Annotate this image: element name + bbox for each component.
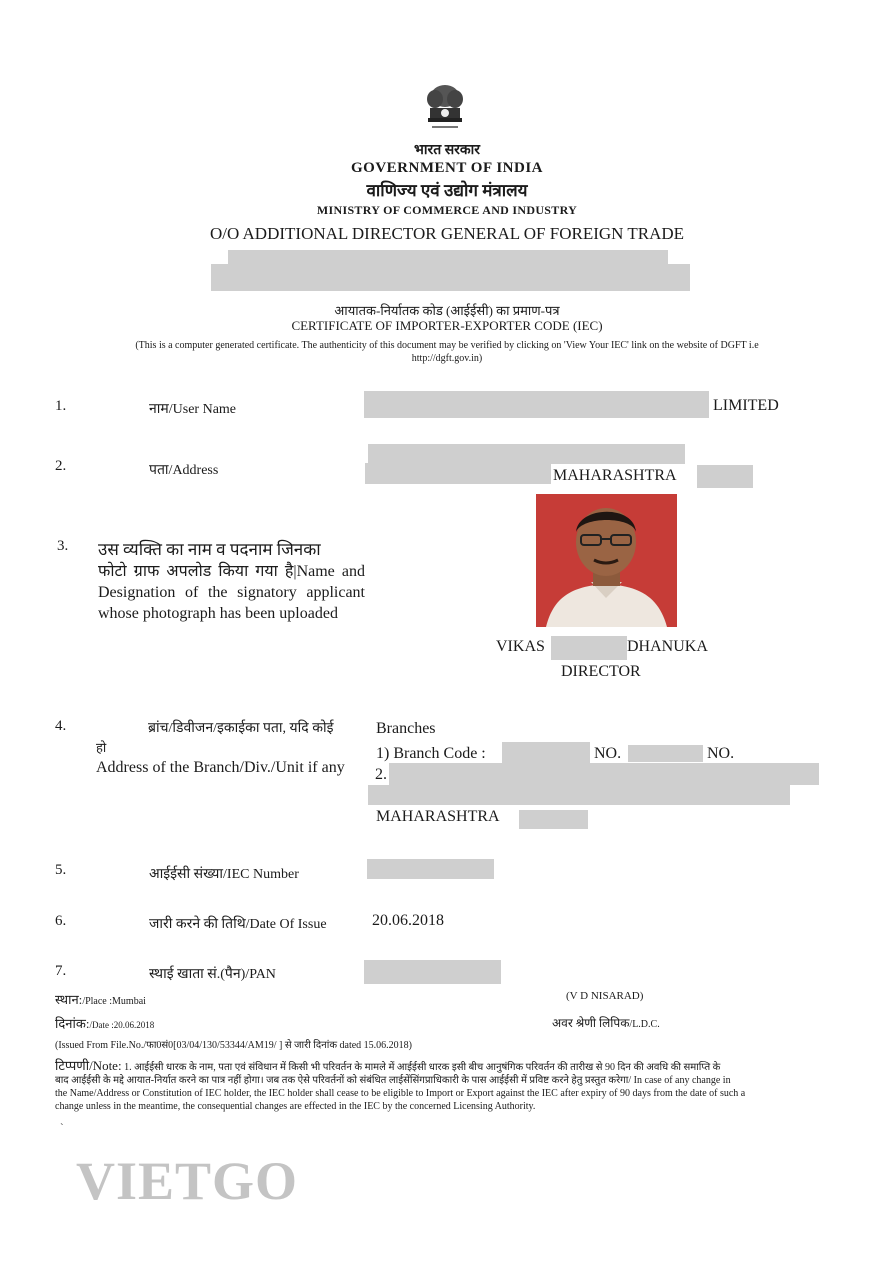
signatory-name: (V D NISARAD) bbox=[566, 990, 644, 1002]
office-title: O/O ADDITIONAL DIRECTOR GENERAL OF FOREIGN TRADE bbox=[209, 224, 685, 243]
redacted-branch-pincode bbox=[519, 810, 588, 829]
field-5-label: आईईसी संख्या/IEC Number bbox=[149, 867, 299, 882]
signatory-title: /L.D.C. bbox=[629, 1019, 660, 1030]
redacted-pan bbox=[364, 960, 501, 984]
redacted-signatory-middle-name bbox=[551, 636, 627, 660]
ministry-title: MINISTRY OF COMMERCE AND INDUSTRY bbox=[316, 203, 578, 217]
date-line bbox=[55, 1014, 154, 1033]
field-4-label-hindi: ब्रांच/डिवीजन/इकाईका पता, यदि कोई bbox=[148, 721, 334, 736]
field-3-label-hindi: उस व्यक्ति का नाम व पदनाम जिनका bbox=[98, 540, 321, 559]
branch-no-label-2: NO. bbox=[707, 745, 735, 762]
note-line-1: 1. आईईसी धारक के नाम, पता एवं संविधान में किसी भी परिवर्तन के मामले में आईईसी धारक इसी बीच आनुषंगिक परिवर्तन की तारीख से 90 दिन की अवधि की समाप्ति के bbox=[124, 1062, 721, 1073]
field-3-label-rest: फोटो ग्राफ अपलोड किया गया है|Name and Designation of the signatory applicant whose photograph has been uploaded bbox=[98, 563, 365, 622]
redacted-branch-no-1 bbox=[628, 745, 703, 762]
redacted-branch-address-1 bbox=[389, 763, 819, 785]
field-4-label-english: Address of the Branch/Div./Unit if any bbox=[96, 759, 345, 776]
place-line bbox=[55, 990, 146, 1009]
signatory-title-line bbox=[552, 1014, 660, 1032]
field-7-number: 7. bbox=[55, 963, 67, 979]
field-1-label: नाम/User Name bbox=[149, 402, 237, 417]
signatory-last-name: DHANUKA bbox=[627, 638, 708, 655]
note-line-4: change unless in the meantime, the consequential changes are effected in the IEC by the concerned Licensing Authority. bbox=[55, 1101, 536, 1112]
branch-code-label: 1) Branch Code : bbox=[376, 745, 486, 762]
disclaimer-line-1: (This is a computer generated certificate. The authenticity of this document may be verified by clicking on 'View Your IEC' link on the website of DGFT i.e bbox=[135, 340, 759, 351]
branch-state: MAHARASHTRA bbox=[376, 808, 500, 825]
hindi-ministry-title: वाणिज्य एवं उद्योग मंत्रालय bbox=[366, 181, 528, 200]
branch-no-label-1: NO. bbox=[594, 745, 622, 762]
place-hindi: स्थान: bbox=[55, 992, 83, 1007]
field-4-number: 4. bbox=[55, 718, 67, 734]
date-hindi: दिनांक: bbox=[55, 1016, 90, 1031]
redacted-address-line-2 bbox=[365, 463, 551, 484]
branches-heading: Branches bbox=[376, 720, 436, 737]
note-line-2: बाद आईईसी के मद्दे आयात-निर्यात करने का पात्र नहीं होगा। जब तक ऐसे परिवर्तनों को संबंधित लाईसेंसिंगप्राधिकारी के पास आईईसी में प्रविष्ट करने हेतु प्रस्तुत करेगा/ In case of any change in bbox=[55, 1075, 731, 1086]
hindi-government-title: भारत सरकार bbox=[414, 143, 480, 158]
place-value: /Place :Mumbai bbox=[82, 996, 146, 1007]
field-2-number: 2. bbox=[55, 458, 67, 474]
signatory-title-hindi: अवर श्रेणी लिपिक bbox=[552, 1016, 630, 1030]
field-6-number: 6. bbox=[55, 913, 67, 929]
date-value: /Date :20.06.2018 bbox=[89, 1020, 155, 1030]
note-block bbox=[55, 1059, 845, 1113]
field-1-number: 1. bbox=[55, 398, 67, 414]
field-5-number: 5. bbox=[55, 862, 67, 878]
redacted-iec-number bbox=[367, 859, 494, 879]
government-title: GOVERNMENT OF INDIA bbox=[350, 160, 543, 176]
watermark-logo: VIETGO bbox=[76, 1151, 299, 1211]
field-6-label: जारी करने की तिथि/Date Of Issue bbox=[149, 917, 327, 932]
redacted-office-line-1 bbox=[228, 250, 668, 264]
field-2-label: पता/Address bbox=[149, 463, 219, 478]
disclaimer-line-2: http://dgft.gov.in) bbox=[411, 353, 483, 364]
signatory-first-name: VIKAS bbox=[496, 638, 545, 655]
hindi-certificate-title: आयातक-निर्यातक कोड (आईईसी) का प्रमाण-पत्र bbox=[334, 303, 560, 318]
note-line-3: the Name/Address or Constitution of IEC holder, the IEC holder shall cease to be eligible to Import or Export against the IEC after expiry of 90 days from the date of such a bbox=[55, 1088, 746, 1099]
field-3-number: 3. bbox=[57, 538, 69, 554]
issued-from-line: (Issued From File.No./फा0सं0[03/04/130/53344/AM19/ ] से जारी दिनांक dated 15.06.2018) bbox=[55, 1040, 412, 1051]
note-label: टिप्पणी/Note: bbox=[55, 1058, 122, 1073]
signatory-designation: DIRECTOR bbox=[561, 663, 641, 680]
redacted-address-line-1 bbox=[368, 444, 685, 464]
redacted-user-name bbox=[364, 391, 709, 418]
address-state: MAHARASHTRA bbox=[553, 467, 677, 484]
redacted-address-pincode bbox=[697, 465, 753, 488]
national-emblem-icon bbox=[420, 82, 470, 138]
tick-mark: ` bbox=[60, 1122, 64, 1134]
user-name-suffix: LIMITED bbox=[713, 397, 779, 414]
certificate-title: CERTIFICATE OF IMPORTER-EXPORTER CODE (IEC) bbox=[291, 318, 603, 333]
applicant-photo bbox=[536, 494, 677, 627]
date-of-issue: 20.06.2018 bbox=[372, 912, 444, 929]
redacted-branch-address-2 bbox=[368, 785, 790, 805]
redacted-office-line-2 bbox=[211, 264, 690, 291]
field-7-label: स्थाई खाता सं.(पैन)/PAN bbox=[149, 967, 276, 982]
branch-line-2-prefix: 2. bbox=[375, 766, 387, 783]
field-4-label-hindi-2: हो bbox=[96, 740, 107, 755]
